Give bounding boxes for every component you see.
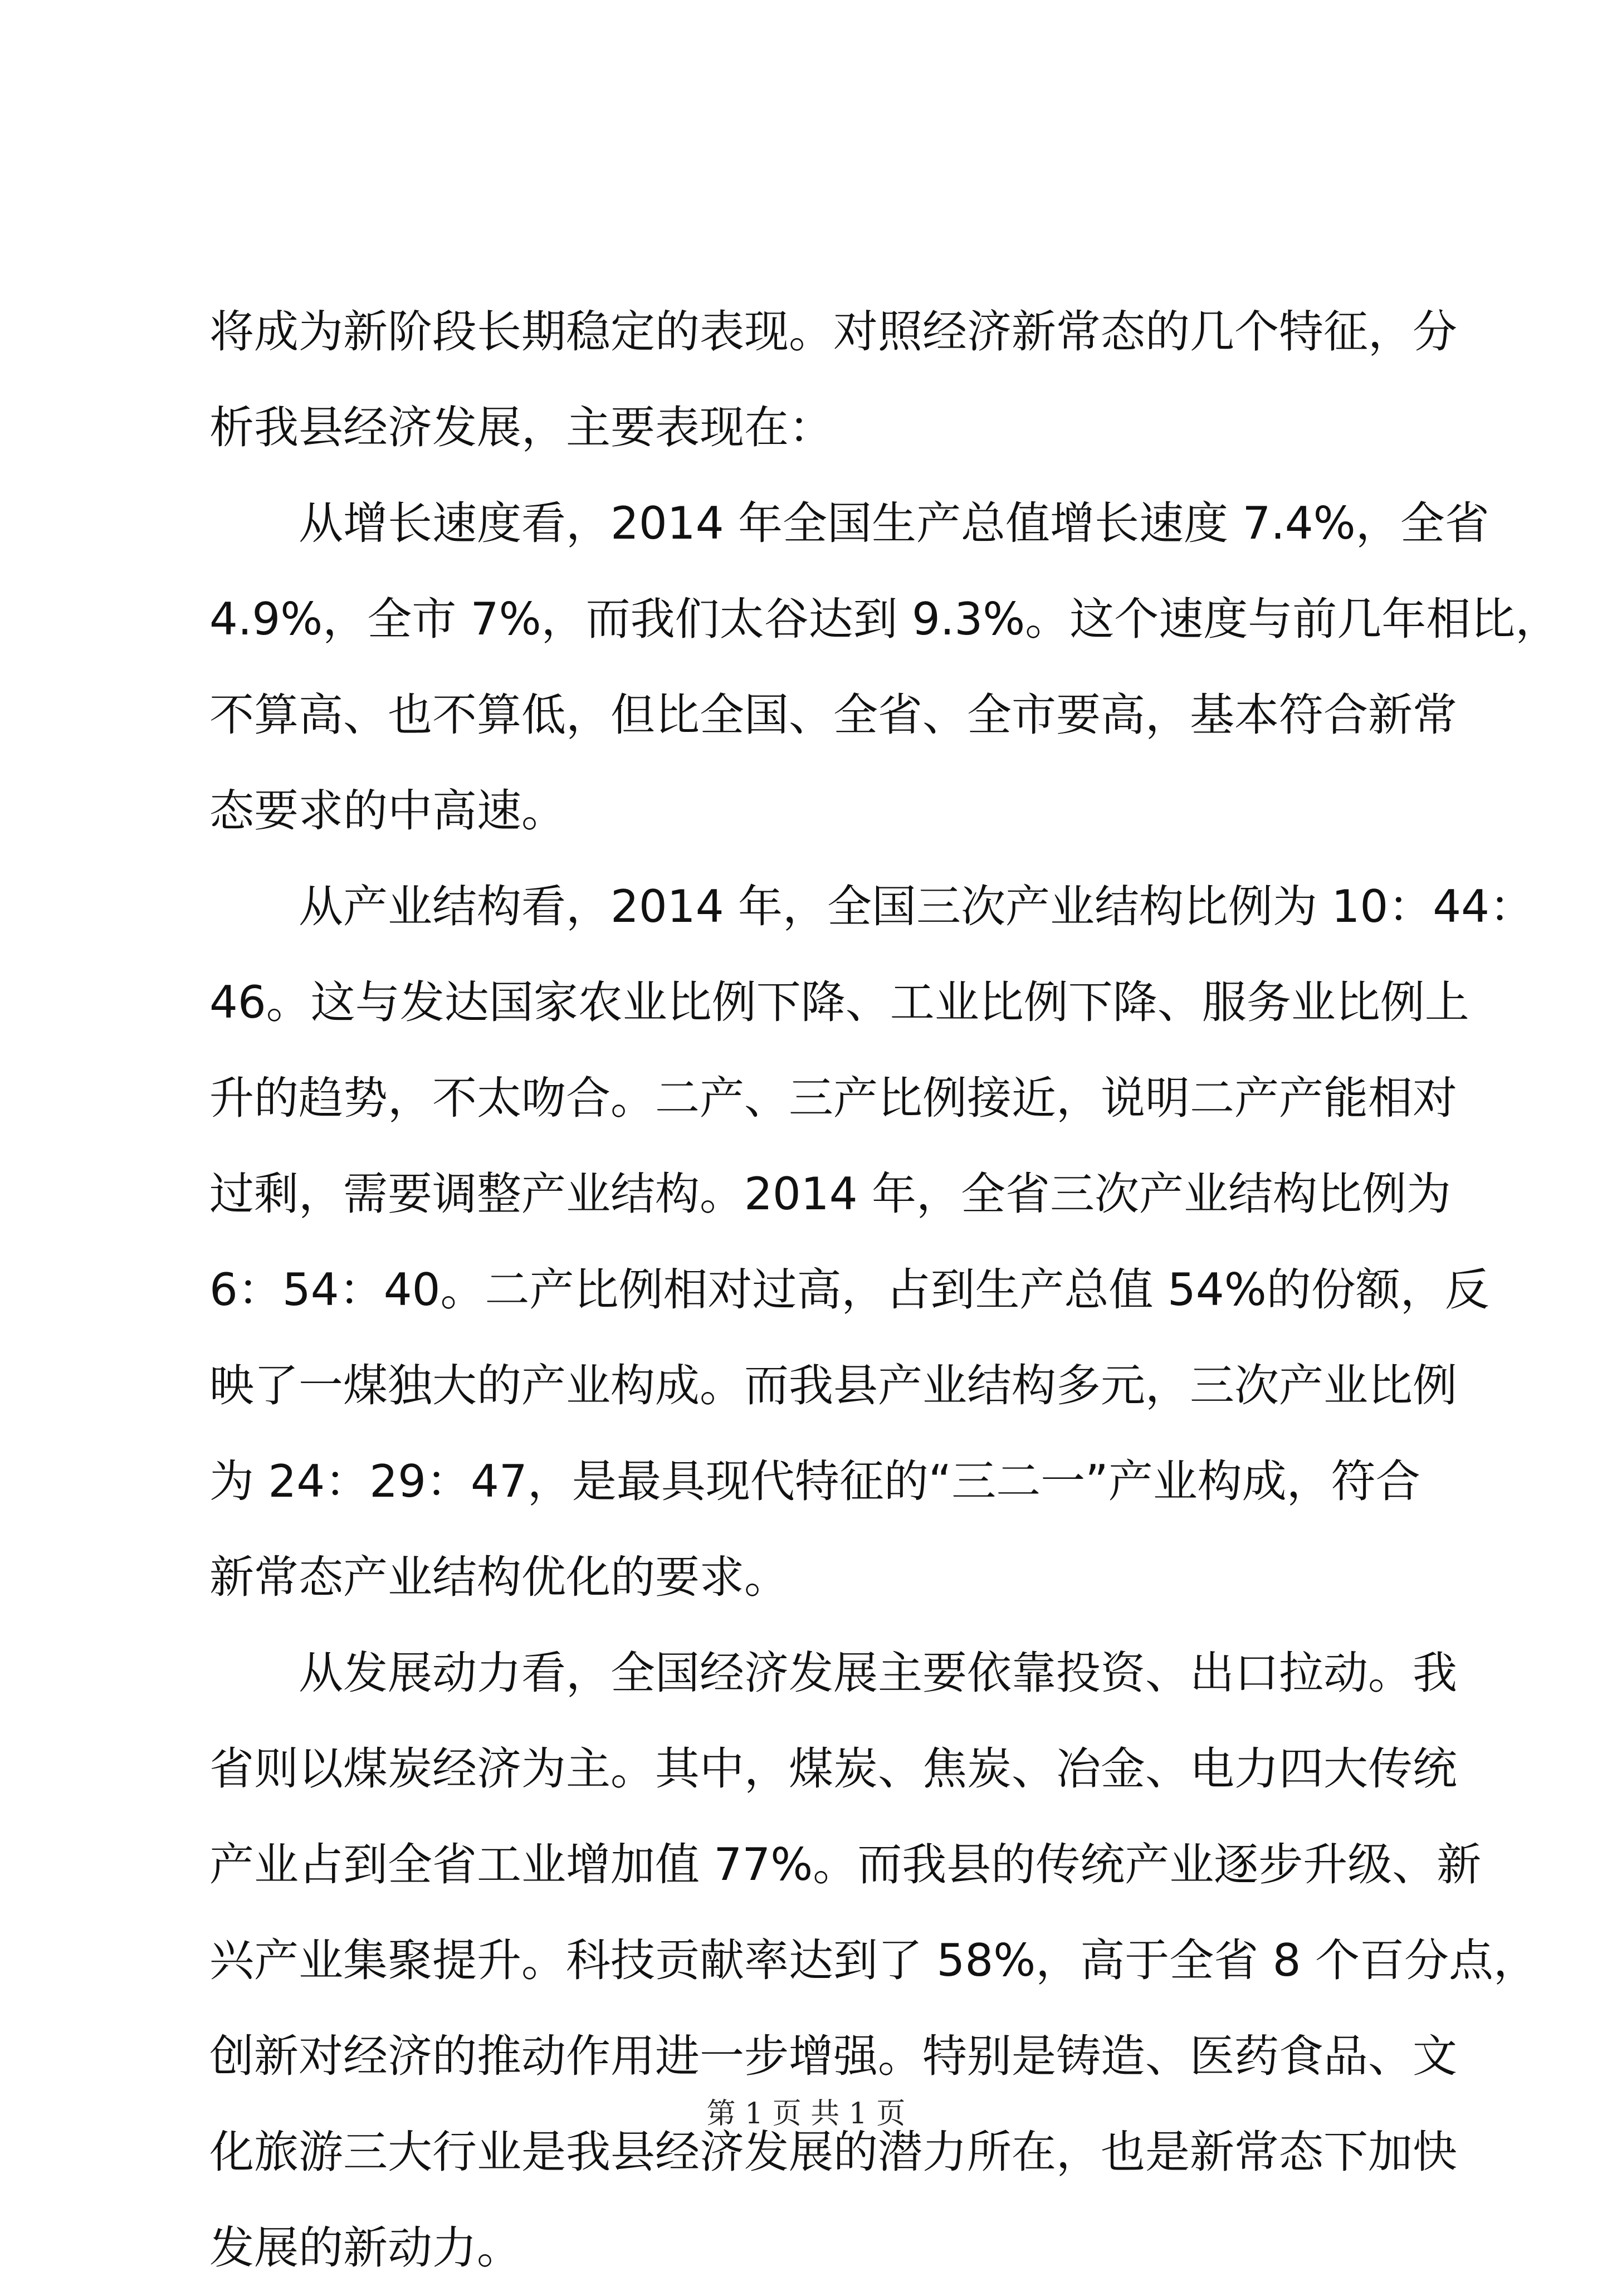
text-line: 过剩，需要调整产业结构。2014 年，全省三次产业结构比例为 xyxy=(209,1168,1452,1220)
document-body xyxy=(209,284,1560,2296)
text-line: 化旅游三大行业是我县经济发展的潜力所在，也是新常态下加快 xyxy=(209,2126,1457,2178)
text-line: 从增长速度看，2014 年全国生产总值增长速度 7.4%，全省 xyxy=(299,497,1489,549)
text-line: 将成为新阶段长期稳定的表现。对照经济新常态的几个特征，分 xyxy=(209,306,1457,358)
text-line: 映了一煤独大的产业构成。而我县产业结构多元，三次产业比例 xyxy=(209,1360,1457,1411)
text-line: 发展的新动力。 xyxy=(209,2222,521,2274)
paragraph-1 xyxy=(209,284,1457,476)
text-line: 6：54：40。二产比例相对过高，占到生产总值 54%的份额，反 xyxy=(209,1264,1489,1316)
text-line: 从发展动力看，全国经济发展主要依靠投资、出口拉动。我 xyxy=(299,1647,1457,1699)
text-line: 从产业结构看，2014 年，全国三次产业结构比例为 10：44： xyxy=(299,881,1535,932)
text-line: 省则以煤炭经济为主。其中，煤炭、焦炭、冶金、电力四大传统 xyxy=(209,1743,1457,1795)
text-line: 为 24：29：47，是最具现代特征的“三二一”产业构成，符合 xyxy=(209,1455,1420,1507)
paragraph-2 xyxy=(209,476,1560,859)
text-line: 升的趋势，不太吻合。二产、三产比例接近，说明二产产能相对 xyxy=(209,1072,1457,1124)
text-line: 析我县经济发展，主要表现在： xyxy=(209,402,833,453)
paragraph-3 xyxy=(209,859,1535,1625)
text-line: 产业占到全省工业增加值 77%。而我县的传统产业逐步升级、新 xyxy=(209,1839,1482,1890)
text-line: 4.9%，全市 7%，而我们太谷达到 9.3%。这个速度与前几年相比， xyxy=(209,593,1560,645)
paragraph-4 xyxy=(209,1625,1538,2296)
text-line: 兴产业集聚提升。科技贡献率达到了 58%，高于全省 8 个百分点， xyxy=(209,1934,1538,1986)
text-line: 创新对经济的推动作用进一步增强。特别是铸造、医药食品、文 xyxy=(209,2030,1457,2082)
page-number-footer: 第 1 页 共 1 页 xyxy=(706,2097,906,2131)
text-line: 46。这与发达国家农业比例下降、工业比例下降、服务业比例上 xyxy=(209,976,1469,1028)
text-line: 态要求的中高速。 xyxy=(209,785,566,837)
text-line: 不算高、也不算低，但比全国、全省、全市要高，基本符合新常 xyxy=(209,689,1457,741)
text-line: 新常态产业结构优化的要求。 xyxy=(209,1551,789,1603)
